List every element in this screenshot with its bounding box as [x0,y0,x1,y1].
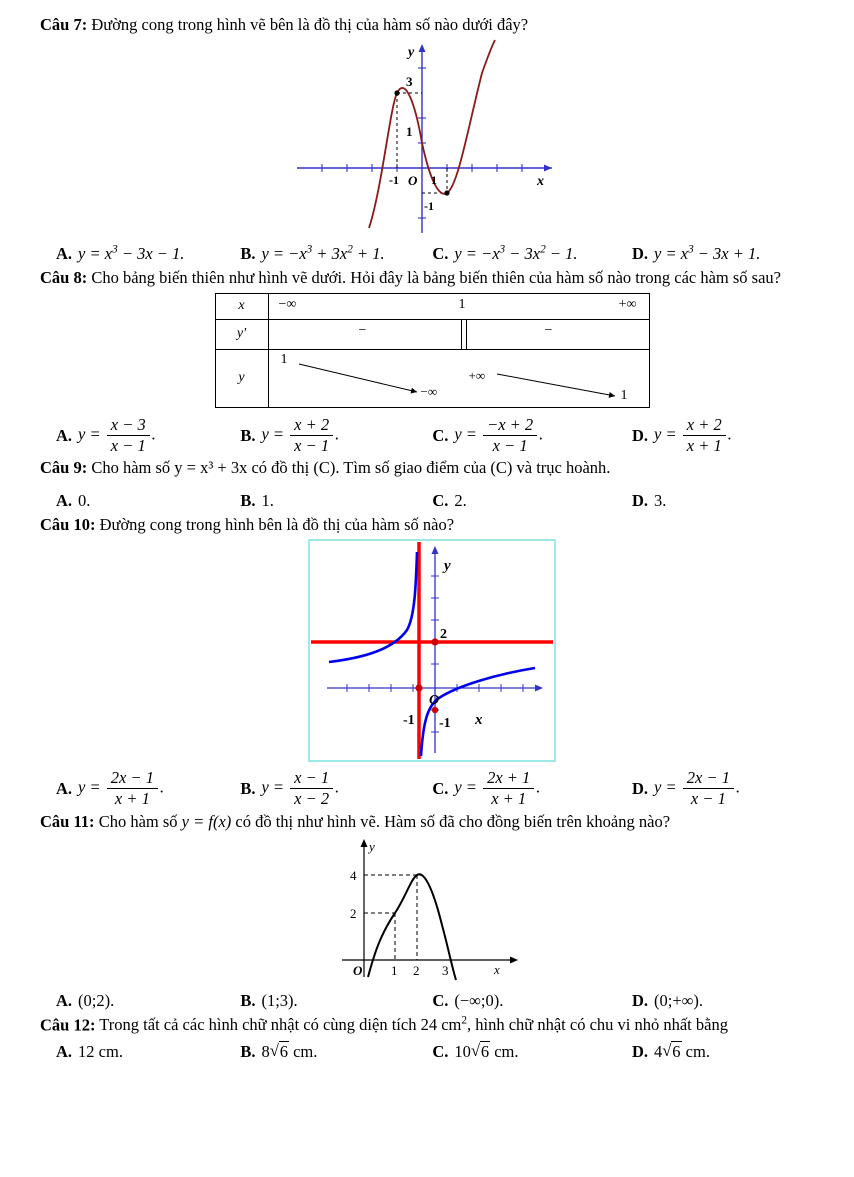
answers-q12 [40,1040,824,1063]
svg-text:y: y [369,838,375,854]
option-q7-d[interactable] [632,242,824,265]
svg-text:2: 2 [440,627,447,643]
question-9 [40,457,824,479]
question-10-text: Đường cong trong hình bên là đồ thị của hàm số nào? [99,515,455,535]
option-q9-d-text: 3. [654,491,667,511]
cell-x-one: 1 [458,297,466,313]
option-q11-d-text: (0;+∞). [654,990,704,1010]
option-q10-d-label: D. [631,779,649,799]
svg-text:1: 1 [431,172,437,187]
option-q9-a-text: 0. [78,491,91,511]
cell-sign-2: − [544,323,553,339]
option-q12-c-label: C. [432,1041,449,1061]
option-q11-c[interactable] [432,989,632,1012]
svg-text:1: 1 [406,123,413,139]
question-11 [40,811,824,833]
option-q7-b-label: B. [240,243,256,263]
option-q12-c[interactable] [432,1040,632,1063]
option-q10-a-text: y = $\frac{2x - 1}{x + 1}$ . [78,768,165,808]
question-12-text: Trong tất cả các hình chữ nhật có cùng diện tích 24 $cm^2$, hình chữ nhật có chu vi nhỏ nhất bằng [99,1014,728,1035]
option-q10-c[interactable] [432,769,632,809]
cell-x-head: x [215,293,268,319]
svg-text:3: 3 [406,73,413,89]
option-q8-b[interactable] [240,416,432,456]
option-q11-a-text: (0;2). [78,990,115,1010]
option-q7-a[interactable] [40,242,240,265]
figure-q7-cubic-graph [282,38,582,238]
cell-y-right-top: +∞ [468,368,486,384]
cell-y-head: y [215,349,268,407]
question-12 [40,1014,824,1036]
option-q11-b-label: B. [240,990,256,1010]
option-q8-c-text: y = $\frac{-x + 2}{x - 1}$ . [454,414,544,455]
option-q9-c-text: 2. [454,491,467,511]
answers-q9 [40,489,824,512]
svg-text:-1: -1 [403,713,415,729]
option-q11-a-label: A. [56,990,73,1010]
option-q7-c[interactable] [432,242,632,265]
cell-y-left-bottom: −∞ [420,384,438,400]
option-q9-a[interactable] [40,489,240,512]
cell-y-right-bottom: 1 [620,388,628,404]
option-q10-a[interactable] [40,769,240,809]
option-q11-d-label: D. [631,990,649,1010]
option-q7-d-label: D. [631,243,649,263]
svg-text:-1: -1 [439,716,451,732]
option-q10-d-text: y = $\frac{2x - 1}{x - 1}$ . [654,768,741,808]
question-7-label: Câu 7: [40,15,88,34]
option-q8-c[interactable] [432,416,632,456]
question-8-label: Câu 8: [40,267,88,287]
question-7-text: Đường cong trong hình vẽ bên là đồ thị của hàm số nào dưới đây? [91,15,529,34]
question-8-text: Cho bảng biến thiên như hình vẽ dưới. Hỏi đây là bảng biến thiên của hàm số nào trong các hàm số sau? [91,267,782,287]
option-q10-c-text: y = $\frac{2x + 1}{x + 1}$ . [454,768,541,808]
option-q7-a-text: $y = x^3 - 3x - 1$. [78,243,185,263]
option-q11-c-text: (−∞;0). [454,990,504,1010]
svg-text:y: y [408,44,415,60]
option-q9-d[interactable] [632,489,824,512]
option-q8-d[interactable] [632,416,824,456]
option-q12-a-label: A. [56,1041,73,1061]
option-q9-c-label: C. [432,491,449,511]
option-q9-b-label: B. [240,491,256,511]
svg-text:-1: -1 [389,172,399,187]
option-q7-b[interactable] [240,242,432,265]
answers-q8 [40,416,824,456]
option-q8-d-text: y = $\frac{x + 2}{x + 1}$ . [654,414,732,455]
table-row [215,293,649,319]
option-q7-b-text: $y = -x^3 + 3x^2 + 1$. [261,243,385,263]
question-10-label: Câu 10: [40,515,96,535]
variation-table-q8 [215,293,650,408]
svg-text:4: 4 [350,867,357,883]
table-row [215,349,649,407]
option-q10-c-label: C. [432,779,449,799]
option-q9-b-text: 1. [261,491,274,511]
answers-q11 [40,989,824,1012]
option-q10-d[interactable] [632,769,824,809]
svg-text:2: 2 [413,962,420,978]
option-q7-a-label: A. [56,243,73,263]
option-q9-d-label: D. [631,491,649,511]
question-7 [40,14,824,36]
option-q9-c[interactable] [432,489,632,512]
variation-arrows-q8 [269,350,649,406]
svg-text:y: y [444,558,451,575]
cell-yprime-head: y' [215,319,268,349]
option-q12-d-text: 4 √ 6 cm. [654,1040,710,1063]
figure-q10-wrap [40,538,824,763]
svg-text:O: O [429,693,440,709]
option-q8-d-label: D. [631,425,649,445]
question-10 [40,514,824,536]
option-q7-c-label: C. [432,243,449,263]
option-q10-a-label: A. [56,779,73,799]
option-q12-a[interactable] [40,1040,240,1063]
option-q8-c-label: C. [432,425,449,445]
svg-text:O: O [408,172,418,188]
question-11-label: Câu 11: [40,811,95,831]
svg-text:x: x [494,961,500,977]
question-11-text: Cho hàm số y = f(x) có đồ thị như hình vẽ. Hàm số đã cho đồng biến trên khoảng nào? [98,811,671,831]
option-q8-b-label: B. [240,425,256,445]
option-q9-b[interactable] [240,489,432,512]
cell-sign-1: − [358,323,367,339]
question-12-label: Câu 12: [40,1015,96,1035]
option-q8-a-label: A. [56,425,73,445]
option-q11-d[interactable] [632,989,824,1012]
option-q7-d-text: $y = x^3 - 3x + 1$. [654,243,761,263]
figure-q10-hyperbola-graph [307,538,557,763]
option-q12-a-text: 12 cm. [78,1041,123,1061]
answers-q7 [40,242,824,265]
svg-text:O: O [353,962,363,978]
option-q12-b-text: 8 √ 6 cm. [261,1040,317,1063]
option-q11-b[interactable] [240,989,432,1012]
option-q10-b-label: B. [240,779,256,799]
question-9-label: Câu 9: [40,458,88,478]
option-q11-a[interactable] [40,989,240,1012]
option-q12-b-label: B. [240,1041,256,1061]
option-q8-b-text: y = $\frac{x + 2}{x - 1}$ . [261,414,340,455]
option-q11-b-text: (1;3). [261,990,298,1010]
svg-text:-1: -1 [424,198,434,213]
question-9-text: Cho hàm số y = x³ + 3x có đồ thị (C). Tìm số giao điểm của (C) và trục hoành. [91,458,611,478]
svg-text:x: x [537,173,544,189]
option-q12-c-text: 10 √ 6 cm. [454,1040,518,1063]
option-q10-b-text: y = $\frac{x - 1}{x - 2}$ . [261,768,340,808]
option-q9-a-label: A. [56,491,73,511]
cell-y-left-top: 1 [280,352,288,368]
figure-q11-cubic-graph [322,835,542,985]
figure-q11-wrap [40,835,824,985]
svg-text:1: 1 [391,962,398,978]
option-q12-d-label: D. [631,1041,649,1061]
option-q7-c-text: $y = -x^3 - 3x^2 - 1$. [454,243,578,263]
figure-q7-wrap [40,38,824,238]
table-row [215,319,649,349]
cell-x-pos-inf: +∞ [618,297,637,313]
option-q8-a-text: y = $\frac{x - 3}{x - 1}$ . [78,414,156,455]
answers-q10 [40,769,824,809]
option-q12-b[interactable] [240,1040,432,1063]
svg-text:x: x [475,712,483,729]
figure-q8-wrap [40,293,824,408]
option-q11-c-label: C. [432,990,449,1010]
option-q8-a[interactable] [40,416,240,456]
option-q10-b[interactable] [240,769,432,809]
cell-x-neg-inf: −∞ [278,297,297,313]
question-8 [40,267,824,289]
svg-text:2: 2 [350,905,357,921]
option-q12-d[interactable] [632,1040,824,1063]
svg-text:3: 3 [442,962,449,978]
